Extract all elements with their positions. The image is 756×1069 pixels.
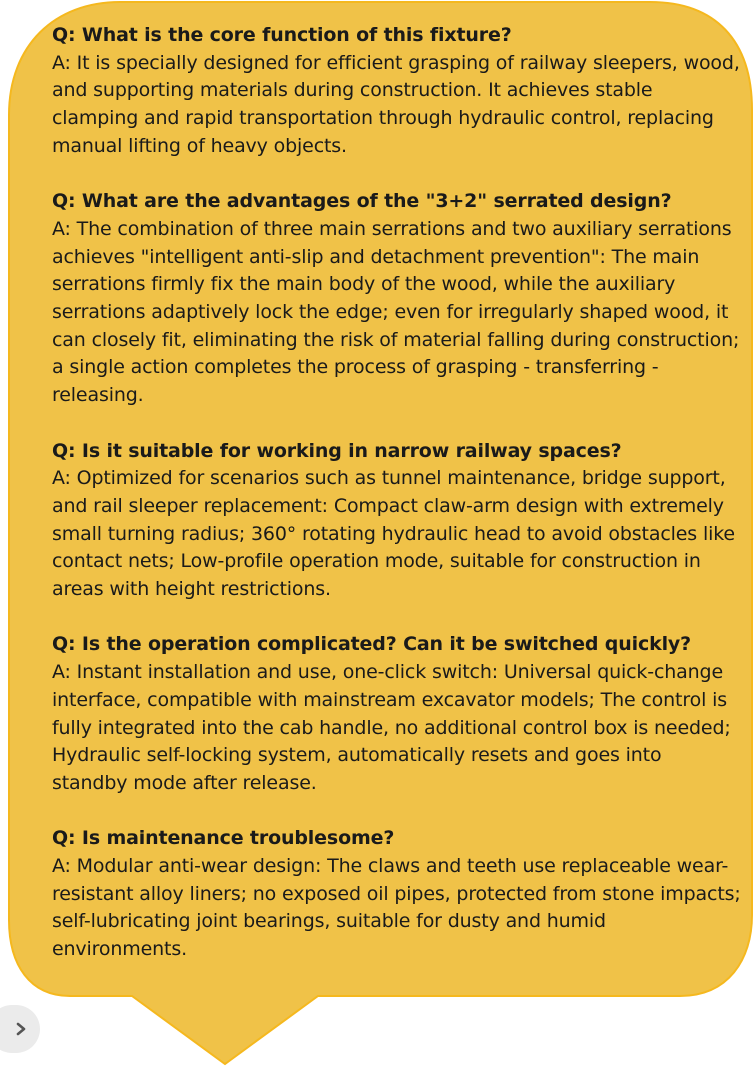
faq-item [52, 22, 742, 161]
faq-answer: A: Modular anti-wear design: The claws and teeth use replaceable wear-resistant alloy liners; no exposed oil pipes, protected from stone impacts; self-lubricating joint bearings, suitable for dusty and humid environments. [52, 855, 741, 961]
faq-question: Q: What are the advantages of the "3+2" serrated design? [52, 190, 672, 213]
faq-question: Q: Is the operation complicated? Can it be switched quickly? [52, 633, 692, 656]
faq-list [52, 22, 742, 992]
faq-item [52, 825, 742, 964]
faq-question: Q: Is it suitable for working in narrow railway spaces? [52, 439, 622, 462]
faq-item [52, 631, 742, 797]
faq-item [52, 188, 742, 410]
faq-item [52, 438, 742, 604]
faq-question: Q: What is the core function of this fixture? [52, 24, 512, 46]
faq-answer: A: Instant installation and use, one-click switch: Universal quick-change interface, compatible with mainstream excavator models; The control is fully integrated into the cab handle, no additional control box is needed; Hydraulic self-locking system, automatically resets and goes into standby mode after release. [52, 661, 731, 794]
faq-question: Q: Is maintenance troublesome? [52, 827, 395, 850]
faq-answer: A: It is specially designed for efficient grasping of railway sleepers, wood, and supporting materials during construction. It achieves stable clamping and rapid transportation through hydraulic control, replacing manual lifting of heavy objects. [52, 51, 740, 157]
faq-answer: A: Optimized for scenarios such as tunnel maintenance, bridge support, and rail sleeper replacement: Compact claw-arm design with extremely small turning radius; 360° rotating hydraulic head to avoid obstacles like contact nets; Low-profile operation mode, suitable for construction in areas with height restrictions. [52, 467, 735, 601]
chevron-right-icon [15, 1021, 27, 1037]
faq-answer: A: The combination of three main serrations and two auxiliary serrations achieves "intelligent anti-slip and detachment prevention": The main serrations firmly fix the main body of the wood, while the auxiliary serrations adaptively lock the edge; even for irregularly shaped wood, it can closely fit, eliminating the risk of material falling during construction; a single action completes the process of grasping - transferring - releasing. [52, 217, 740, 407]
